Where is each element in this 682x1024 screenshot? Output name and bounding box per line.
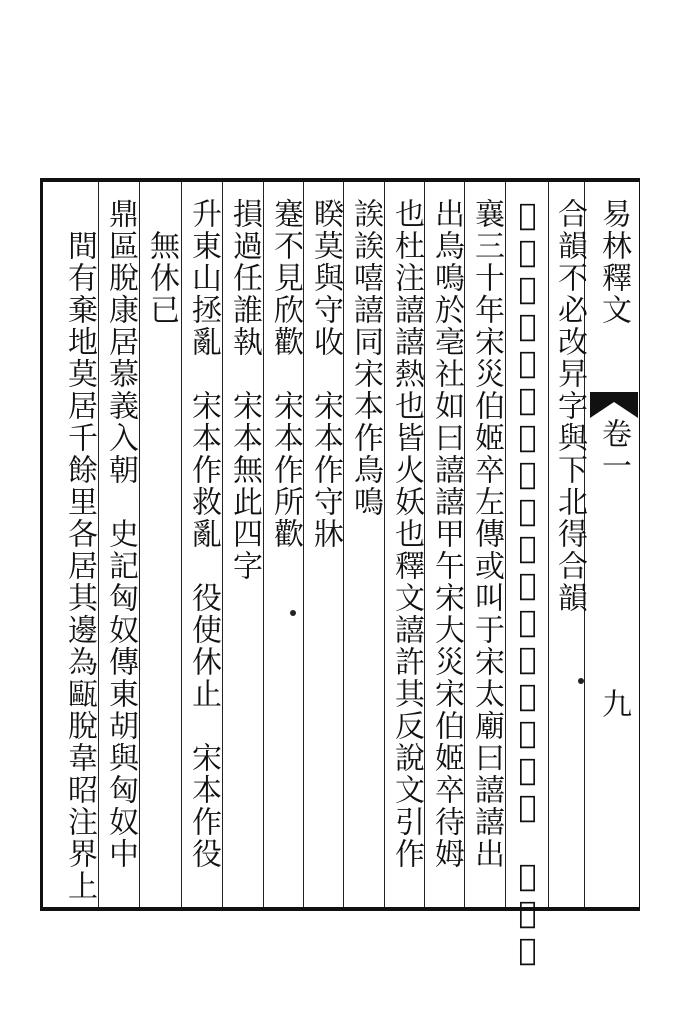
text-column-7: 睽莫與守收 宋本作守牀 <box>308 198 343 550</box>
text-column-6: 誒誒嘻譆同宋本作鳥鳴 <box>348 198 383 518</box>
column-rule <box>222 182 223 907</box>
text-column-3: 襄三十年宋災伯姬卒左傳或叫于宋太廟曰譆譆出 <box>469 198 504 870</box>
text-column-2: 𣱵鳥鵲嘻嘻天火將起燔我室屋災及妃后 案春秋 <box>510 198 545 970</box>
column-rule <box>505 182 506 907</box>
column-rule <box>384 182 385 907</box>
column-rule <box>464 182 465 907</box>
punctuation-dot <box>290 610 296 616</box>
column-rule <box>263 182 264 907</box>
column-rule <box>181 182 182 907</box>
column-rule <box>343 182 344 907</box>
text-column-9: 損過任誰執 宋本無此四字 <box>227 198 262 582</box>
column-rule <box>303 182 304 907</box>
text-column-1: 合韻不必改㫒字與下北得合韻 <box>552 198 587 614</box>
punctuation-dot <box>578 678 584 684</box>
book-title: 易林釋文 <box>596 198 631 326</box>
text-column-4: 出鳥鳴於亳社如曰譆譆甲午宋大災宋伯姬卒待姆 <box>429 198 464 870</box>
column-rule <box>98 182 99 907</box>
column-rule <box>548 182 549 907</box>
column-rule <box>139 182 140 907</box>
volume-label: 卷一 <box>596 418 631 482</box>
text-column-12: 鼎區脫康居慕義入朝 史記匈奴傳東胡與匈奴中 <box>103 198 138 870</box>
fish-tail-mark-icon <box>590 392 638 418</box>
text-column-5: 也杜注譆譆熱也皆火妖也釋文譆許其反說文引作 <box>389 198 424 870</box>
page-number: 九 <box>596 688 631 720</box>
text-column-10: 升東山拯亂 宋本作救亂 役使休止 宋本作役 <box>186 198 221 870</box>
text-column-11: 無休已 <box>144 230 179 326</box>
text-column-8: 蹇不見欣歡 宋本作所歡 <box>268 198 303 550</box>
text-column-13: 間有棄地莫居千餘里各居其邊為甌脫韋昭注界上 <box>62 230 97 902</box>
column-rule <box>424 182 425 907</box>
